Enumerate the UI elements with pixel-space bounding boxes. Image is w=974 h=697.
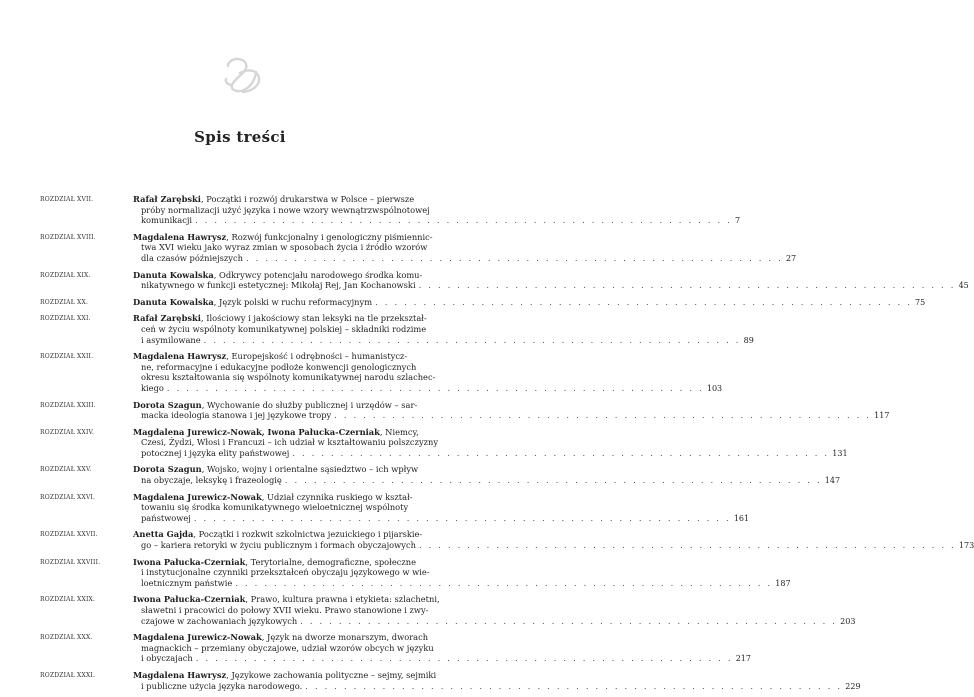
entry-title-start: , Niemcy, (379, 426, 419, 437)
entry-first-line (133, 670, 440, 681)
entry-title-tail: , Język polski w ruchu reformacyjnym (213, 296, 373, 307)
author-name: Rafał Zarębski (133, 313, 201, 324)
entry-first-line (133, 400, 440, 411)
chapter-label: ROZDZIAŁ XVIII. (40, 233, 96, 241)
dot-leader: . . . . . . . . . . . . . . . . . . . . . . . . . . . . . . . . . . . . . . . . . . . . . . . . . . . . . . . . (284, 475, 822, 486)
toc-entry[interactable] (40, 632, 751, 665)
page-number: 173 (958, 541, 974, 551)
entry-title-line: towaniu się środka komunikatywnego wieloetnicznej wspólnoty (141, 502, 409, 513)
entry-title-end (141, 253, 243, 264)
page-number: 187 (775, 578, 791, 588)
entry-last-line (133, 540, 974, 552)
entry-title-tail: nikatywnego w funkcji estetycznej: Mikołaj Rej, Jan Kochanowski (141, 280, 416, 291)
entry-last-line (133, 410, 890, 422)
chapter-label: ROZDZIAŁ XXIII. (40, 401, 96, 409)
entry-title-start: , Językowe zachowania polityczne – sejmy, sejmiki (226, 669, 437, 680)
entry-last-line (133, 296, 926, 309)
entry-body (133, 313, 754, 346)
entry-title-end (141, 653, 193, 664)
entry-body (133, 269, 969, 292)
author-name: Magdalena Hawrysz (133, 351, 227, 362)
author-name: Dorota Szagun (133, 399, 202, 410)
page-title: Spis treści (194, 128, 286, 146)
toc-entry[interactable] (40, 594, 856, 627)
entry-title-start: , Odkrywcy potencjału narodowego środka komu- (213, 269, 423, 280)
entry-title-line: okresu kształtowania się wspólnoty komunikatywnej narodu szlachec- (141, 372, 436, 383)
author-name: Magdalena Jurewicz-Nowak (133, 632, 262, 643)
dot-leader: . . . . . . . . . . . . . . . . . . . . . . . . . . . . . . . . . . . . . . . . . . . . . . . . . . . . . . . . (292, 447, 830, 458)
entry-title-line: magnackich – przemiany obyczajowe, udział wzorów obcych w języku (141, 642, 434, 653)
entry-body (133, 632, 751, 665)
chapter-label: ROZDZIAŁ XXV. (40, 466, 92, 474)
entry-body (133, 594, 856, 627)
author-name: Magdalena Hawrysz (133, 669, 227, 680)
entry-last-line (133, 447, 848, 460)
chapter-label: ROZDZIAŁ XIX. (40, 271, 91, 279)
entry-first-line (133, 313, 440, 324)
entry-last-line (133, 512, 750, 525)
page-number: 131 (832, 448, 848, 458)
entry-title-start: , Terytorialne, demograficzne, społeczne (245, 556, 417, 567)
entry-body (133, 529, 974, 551)
entry-title-tail: państwowej (141, 512, 191, 523)
chapter-label: ROZDZIAŁ XXX. (40, 634, 93, 642)
entry-title-end (141, 513, 191, 524)
page-number: 7 (735, 216, 741, 226)
entry-title-line: i instytucjonalne czynniki przekształceń obyczaju językowego w wie- (141, 567, 430, 578)
entry-first-line (133, 594, 440, 605)
toc-entry[interactable] (40, 529, 974, 551)
author-name: Magdalena Hawrysz (133, 231, 227, 242)
entry-title-start: , Europejskość i odrębności – humanistycz- (226, 351, 408, 362)
entry-title-start: , Wychowanie do służby publicznej i urzędów – sar- (201, 399, 418, 410)
chapter-label: ROZDZIAŁ XXVII. (40, 531, 98, 539)
toc-entry[interactable] (40, 296, 926, 309)
entry-title-start: , Rozwój funkcjonalny i genologiczny piśmiennic- (226, 231, 433, 242)
dot-leader: . . . . . . . . . . . . . . . . . . . . . . . . . . . . . . . . . . . . . . . . . . . . . . . . . . . . . . . . (245, 252, 783, 263)
entry-title-start: , Wojsko, wojny i orientalne sąsiedztwo – ich wpływ (201, 464, 419, 475)
entry-first-line (133, 194, 440, 205)
toc-entry[interactable] (40, 491, 750, 525)
entry-last-line (133, 475, 841, 487)
entry-title-start: , Język na dworze monarszym, dworach (261, 632, 429, 643)
page-number: 27 (785, 253, 797, 263)
entry-title-tail: komunikacji (141, 215, 193, 226)
dot-leader: . . . . . . . . . . . . . . . . . . . . . . . . . . . . . . . . . . . . . . . . . . . . . . . . . . . . . . . . (300, 615, 838, 626)
entry-last-line (133, 382, 723, 395)
entry-title-line: sławetni i pracowici do połowy XVII wieku. Prawo stanowione i zwy- (141, 605, 429, 615)
entry-title-end (141, 475, 282, 486)
entry-title-end (133, 297, 372, 308)
entry-title-tail: go – kariera retoryki w życiu publicznym i formach obyczajowych (141, 540, 416, 551)
page-number: 103 (706, 383, 723, 393)
chapter-label: ROZDZIAŁ XX. (40, 298, 89, 306)
author-name: Danuta Kowalska (133, 296, 214, 307)
entry-first-line (133, 464, 440, 475)
entry-body (133, 351, 723, 394)
entry-title-line: Czesi, Żydzi, Włosi i Francuzi – ich udział w kształtowaniu polszczyzny (141, 437, 439, 448)
entry-title-start: , Początki i rozkwit szkolnictwa jezuickiego i pijarskie- (193, 529, 423, 540)
entry-title-tail: potocznej i języka elity państwowej (141, 447, 290, 458)
entry-body (133, 491, 750, 525)
entry-first-line (133, 270, 440, 281)
dot-leader: . . . . . . . . . . . . . . . . . . . . . . . . . . . . . . . . . . . . . . . . . . . . . . . . . . . . . . . . (195, 653, 733, 664)
entry-title-end (141, 280, 416, 291)
chapter-label: ROZDZIAŁ XXVIII. (40, 558, 101, 566)
toc-entry[interactable] (40, 269, 969, 292)
toc-entry[interactable] (40, 231, 797, 265)
dot-leader: . . . . . . . . . . . . . . . . . . . . . . . . . . . . . . . . . . . . . . . . . . . . . . . . . . . . . . . . (418, 280, 956, 291)
table-of-contents (40, 194, 974, 697)
chapter-label: ROZDZIAŁ XXXI. (40, 671, 96, 679)
entry-title-end (141, 681, 302, 692)
entry-last-line (133, 215, 741, 227)
entry-first-line (133, 351, 440, 362)
chapter-label: ROZDZIAŁ XXII. (40, 353, 94, 361)
entry-body (133, 426, 848, 460)
entry-title-tail: kiego (141, 382, 164, 393)
entry-title-start: , Udział czynnika ruskiego w kształ- (261, 491, 413, 502)
dot-leader: . . . . . . . . . . . . . . . . . . . . . . . . . . . . . . . . . . . . . . . . . . . . . . . . . . . . . . . . (305, 680, 843, 691)
entry-first-line (133, 427, 440, 438)
page-number: 203 (840, 616, 856, 626)
entry-title-line: ne, reformacyjne i edukacyjne podłoże konwencji genologicznych (141, 361, 417, 372)
entry-first-line (133, 232, 440, 243)
entry-title-end (141, 578, 232, 589)
entry-body (133, 296, 926, 309)
entry-body (133, 194, 741, 227)
author-name: Magdalena Jurewicz-Nowak, Iwona Pałucka-Czerniak (133, 426, 380, 437)
entry-title-tail: macka ideologia stanowa i jej językowe tropy (141, 410, 332, 421)
entry-title-tail: loetnicznym państwie (141, 577, 233, 588)
entry-title-end (141, 448, 289, 459)
entry-last-line (133, 680, 861, 693)
entry-title-start: , Prawo, kultura prawna i etykieta: szlachetni, (245, 594, 440, 605)
toc-entry[interactable] (40, 669, 861, 692)
entry-body (133, 669, 861, 692)
dot-leader: . . . . . . . . . . . . . . . . . . . . . . . . . . . . . . . . . . . . . . . . . . . . . . . . . . . . . . . . (193, 512, 731, 523)
page-number: 229 (845, 681, 861, 691)
page-number: 89 (743, 335, 754, 345)
dot-leader: . . . . . . . . . . . . . . . . . . . . . . . . . . . . . . . . . . . . . . . . . . . . . . . . . . . . . . . . (235, 577, 773, 588)
entry-title-tail: dla czasów późniejszych (141, 252, 243, 263)
entry-title-start: , Ilościowy i jakościowy stan leksyki na tle przekształ- (200, 313, 427, 324)
entry-title-tail: czajowe w zachowaniach językowych (141, 615, 298, 626)
entry-body (133, 556, 791, 590)
entry-last-line (133, 334, 754, 347)
entry-title-line: próby normalizacji użyć języka i nowe wzory wewnątrzwspólnotowej (141, 204, 430, 215)
entry-title-tail: i asymilowane (141, 334, 201, 345)
entry-title-end (141, 335, 201, 346)
entry-title-tail: na obyczaje, leksykę i frazeologię (141, 475, 282, 486)
dot-leader: . . . . . . . . . . . . . . . . . . . . . . . . . . . . . . . . . . . . . . . . . . . . . . . . . . . . . . . . (166, 382, 704, 393)
page-number: 217 (735, 654, 751, 664)
entry-body (133, 399, 890, 422)
entry-first-line (133, 529, 440, 540)
author-name: Magdalena Jurewicz-Nowak (133, 491, 262, 502)
author-name: Danuta Kowalska (133, 269, 214, 280)
toc-entry[interactable] (40, 464, 841, 486)
toc-entry[interactable] (40, 194, 741, 227)
entry-title-end (141, 383, 164, 394)
entry-last-line (133, 653, 751, 665)
author-name: Iwona Pałucka-Czerniak (133, 594, 246, 605)
entry-last-line (133, 577, 791, 590)
entry-first-line (133, 557, 440, 568)
author-name: Iwona Pałucka-Czerniak (133, 556, 246, 567)
entry-title-tail: i publiczne użycia języka narodowego. (141, 680, 303, 691)
toc-entry[interactable] (40, 556, 791, 590)
chapter-label: ROZDZIAŁ XXIV. (40, 428, 95, 436)
page-number: 117 (874, 411, 890, 421)
page-number: 161 (733, 513, 750, 523)
entry-title-end (141, 540, 416, 551)
toc-entry[interactable] (40, 313, 754, 346)
entry-title-line: twa XVI wieku jako wyraz zmian w sposobach życia i źródło wzorów (141, 242, 428, 253)
entry-last-line (133, 252, 797, 265)
entry-title-end (141, 410, 331, 421)
chapter-label: ROZDZIAŁ XVII. (40, 196, 94, 203)
ornament-icon (219, 52, 263, 96)
toc-entry[interactable] (40, 426, 848, 460)
entry-title-tail: i obyczajach (141, 653, 193, 664)
chapter-label: ROZDZIAŁ XXI. (40, 315, 91, 323)
dot-leader: . . . . . . . . . . . . . . . . . . . . . . . . . . . . . . . . . . . . . . . . . . . . . . . . . . . . . . . . (203, 334, 741, 345)
dot-leader: . . . . . . . . . . . . . . . . . . . . . . . . . . . . . . . . . . . . . . . . . . . . . . . . . . . . . . . . (418, 540, 956, 551)
entry-first-line (133, 632, 440, 643)
author-name: Rafał Zarębski (133, 194, 201, 204)
toc-entry[interactable] (40, 399, 890, 422)
toc-entry[interactable] (40, 351, 723, 394)
dot-leader: . . . . . . . . . . . . . . . . . . . . . . . . . . . . . . . . . . . . . . . . . . . . . . . . . . . . . . . . (195, 215, 733, 226)
entry-title-end (141, 616, 297, 627)
page-number: 147 (824, 476, 841, 486)
author-name: Dorota Szagun (133, 464, 202, 475)
entry-body (133, 231, 797, 265)
chapter-label: ROZDZIAŁ XXIX. (40, 596, 96, 604)
entry-last-line (133, 280, 969, 292)
entry-title-start: , Początki i rozwój drukarstwa w Polsce – pierwsze (200, 194, 415, 204)
entry-title-end (141, 215, 192, 226)
dot-leader: . . . . . . . . . . . . . . . . . . . . . . . . . . . . . . . . . . . . . . . . . . . . . . . . . . . . . . . . (334, 410, 872, 421)
page-number: 45 (958, 281, 969, 291)
entry-body (133, 464, 841, 486)
author-name: Anetta Gajda (133, 529, 194, 540)
entry-first-line (133, 492, 440, 503)
entry-title-line: ceń w życiu wspólnoty komunikatywnej polskiej – składniki rodzime (141, 323, 427, 334)
entry-last-line (133, 615, 856, 628)
page-number: 75 (915, 297, 926, 307)
chapter-label: ROZDZIAŁ XXVI. (40, 493, 96, 501)
dot-leader: . . . . . . . . . . . . . . . . . . . . . . . . . . . . . . . . . . . . . . . . . . . . . . . . . . . . . . . . (375, 296, 913, 307)
